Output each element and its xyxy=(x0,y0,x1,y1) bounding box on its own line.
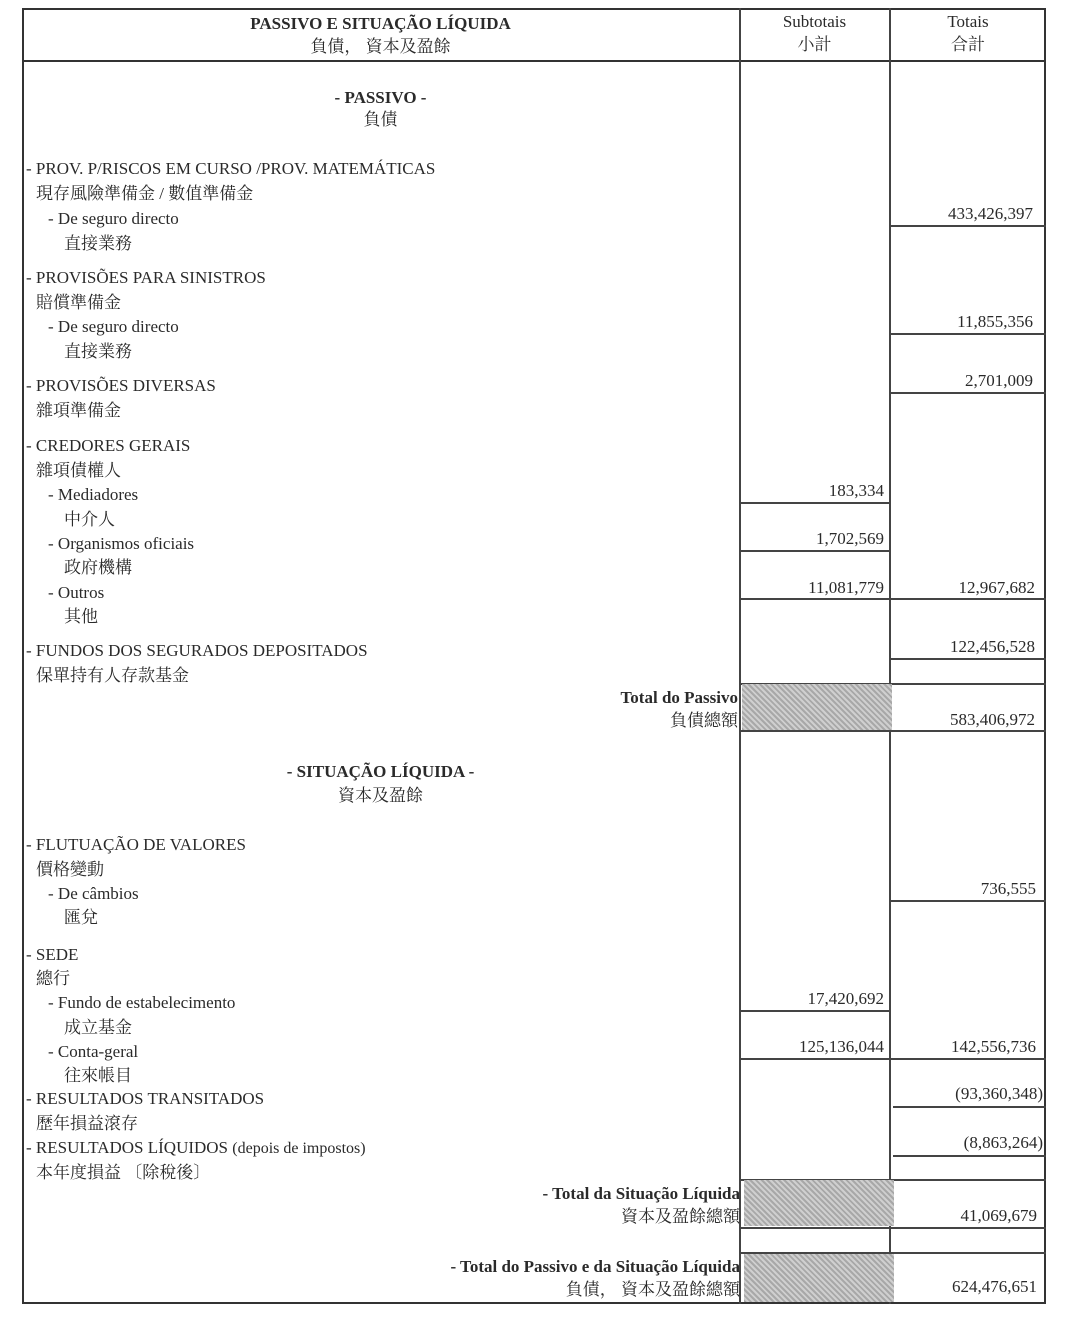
rule xyxy=(740,598,1046,600)
fundo-estab-label-zh: 成立基金 xyxy=(64,1018,132,1037)
sede-label-pt: - SEDE xyxy=(26,945,79,964)
prov-riscos-sub-zh: 直接業務 xyxy=(64,234,132,253)
header-subtotais-zh: 小計 xyxy=(797,35,832,54)
fundo-estab-subtotal: 17,420,692 xyxy=(807,989,884,1008)
flutuacao-total: 736,555 xyxy=(980,879,1036,898)
header-title-zh: 負債， 資本及盈餘 xyxy=(310,37,451,56)
passivo-heading-zh: 負債 xyxy=(363,110,398,129)
rule xyxy=(740,550,889,552)
rule xyxy=(740,730,1046,732)
grand-total-label-pt: - Total do Passivo e da Situação Líquida xyxy=(450,1257,740,1276)
header-subtotais-pt: Subtotais xyxy=(782,12,847,31)
mediadores-label-zh: 中介人 xyxy=(64,510,115,529)
credores-label-zh: 雜項債權人 xyxy=(36,461,121,480)
situacao-heading-zh: 資本及盈餘 xyxy=(338,786,423,805)
rule xyxy=(890,392,1046,394)
total-passivo-value: 583,406,972 xyxy=(950,710,1035,729)
mediadores-label-pt: - Mediadores xyxy=(48,485,139,504)
rule xyxy=(740,1227,1046,1229)
total-situacao-value: 41,069,679 xyxy=(960,1206,1037,1225)
total-column-divider xyxy=(889,8,891,1304)
flutuacao-label-zh: 價格變動 xyxy=(36,860,104,879)
total-passivo-label-zh: 負債總額 xyxy=(670,711,738,730)
header-divider xyxy=(22,60,1046,62)
prov-diversas-label-zh: 雜項準備金 xyxy=(36,401,121,420)
total-situacao-label-pt: - Total da Situação Líquida xyxy=(542,1184,740,1203)
rule xyxy=(890,225,1046,227)
prov-riscos-total: 433,426,397 xyxy=(948,204,1033,223)
rule xyxy=(890,333,1046,335)
prov-sinistros-sub-pt: - De seguro directo xyxy=(48,317,179,336)
liquidos-label-pt xyxy=(26,1138,366,1159)
liquidos-total: (8,863,264) xyxy=(963,1133,1043,1152)
passivo-heading-pt: - PASSIVO - xyxy=(334,88,427,107)
total-passivo-label-pt: Total do Passivo xyxy=(620,688,738,707)
subtotal-column-divider xyxy=(739,8,741,1304)
grand-total-value: 624,476,651 xyxy=(952,1277,1037,1296)
prov-diversas-label-pt: - PROVISÕES DIVERSAS xyxy=(26,376,216,395)
prov-sinistros-label-pt: - PROVISÕES PARA SINISTROS xyxy=(26,268,266,287)
organismos-label-pt: - Organismos oficiais xyxy=(48,534,195,553)
prov-sinistros-label-zh: 賠償準備金 xyxy=(36,293,121,312)
flutuacao-sub-pt: - De câmbios xyxy=(48,884,139,903)
credores-label-pt: - CREDORES GERAIS xyxy=(26,436,191,455)
rule xyxy=(893,1106,1046,1108)
organismos-subtotal: 1,702,569 xyxy=(816,529,884,548)
flutuacao-sub-zh: 匯兌 xyxy=(64,908,98,927)
outros-label-zh: 其他 xyxy=(64,607,98,626)
header-totais-zh: 合計 xyxy=(951,35,985,54)
outros-label-pt: - Outros xyxy=(48,583,105,602)
grand-total-label-zh: 負債， 資本及盈餘總額 xyxy=(565,1280,740,1299)
rule xyxy=(740,1010,889,1012)
rule xyxy=(890,900,1046,902)
transitados-label-zh: 歷年損益滾存 xyxy=(36,1114,138,1133)
prov-sinistros-sub-zh: 直接業務 xyxy=(64,342,132,361)
transitados-label-pt: - RESULTADOS TRANSITADOS xyxy=(26,1089,265,1108)
outros-subtotal: 11,081,779 xyxy=(808,578,884,597)
mediadores-subtotal: 183,334 xyxy=(828,481,884,500)
prov-riscos-label-pt: - PROV. P/RISCOS EM CURSO /PROV. MATEMÁTICAS xyxy=(26,159,436,178)
conta-geral-label-pt: - Conta-geral xyxy=(48,1042,139,1061)
prov-sinistros-total: 11,855,356 xyxy=(957,312,1033,331)
shaded-cell xyxy=(744,1254,894,1302)
flutuacao-label-pt: - FLUTUAÇÃO DE VALORES xyxy=(26,835,246,854)
conta-geral-label-zh: 往來帳目 xyxy=(64,1066,132,1085)
shaded-cell xyxy=(742,684,892,730)
shaded-cell xyxy=(744,1180,894,1226)
header-title-pt: PASSIVO E SITUAÇÃO LÍQUIDA xyxy=(250,14,511,33)
sede-total: 142,556,736 xyxy=(951,1037,1036,1056)
prov-riscos-label-zh: 現存風險準備金 / 數值準備金 xyxy=(36,184,254,203)
total-situacao-label-zh: 資本及盈餘總額 xyxy=(621,1207,740,1226)
liquidos-label-zh: 本年度損益 〔除稅後〕 xyxy=(36,1163,211,1182)
rule xyxy=(890,658,1046,660)
header-totais-pt: Totais xyxy=(947,12,989,31)
rule xyxy=(740,502,889,504)
prov-riscos-sub-pt: - De seguro directo xyxy=(48,209,179,228)
rule xyxy=(893,1155,1046,1157)
liquidos-label-suffix: (depois de impostos) xyxy=(232,1140,366,1157)
sede-label-zh: 總行 xyxy=(36,969,70,988)
rule xyxy=(740,1058,1046,1060)
transitados-total: (93,360,348) xyxy=(955,1084,1043,1103)
fundo-estab-label-pt: - Fundo de estabelecimento xyxy=(48,993,236,1012)
liquidos-label-main: - RESULTADOS LÍQUIDOS xyxy=(26,1138,229,1157)
credores-total: 12,967,682 xyxy=(958,578,1035,597)
prov-diversas-total: 2,701,009 xyxy=(965,371,1033,390)
situacao-heading-pt: - SITUAÇÃO LÍQUIDA - xyxy=(286,762,475,781)
conta-geral-subtotal: 125,136,044 xyxy=(799,1037,884,1056)
organismos-label-zh: 政府機構 xyxy=(64,558,132,577)
fundos-total: 122,456,528 xyxy=(950,637,1035,656)
fundos-label-pt: - FUNDOS DOS SEGURADOS DEPOSITADOS xyxy=(26,641,368,660)
fundos-label-zh: 保單持有人存款基金 xyxy=(36,666,189,685)
